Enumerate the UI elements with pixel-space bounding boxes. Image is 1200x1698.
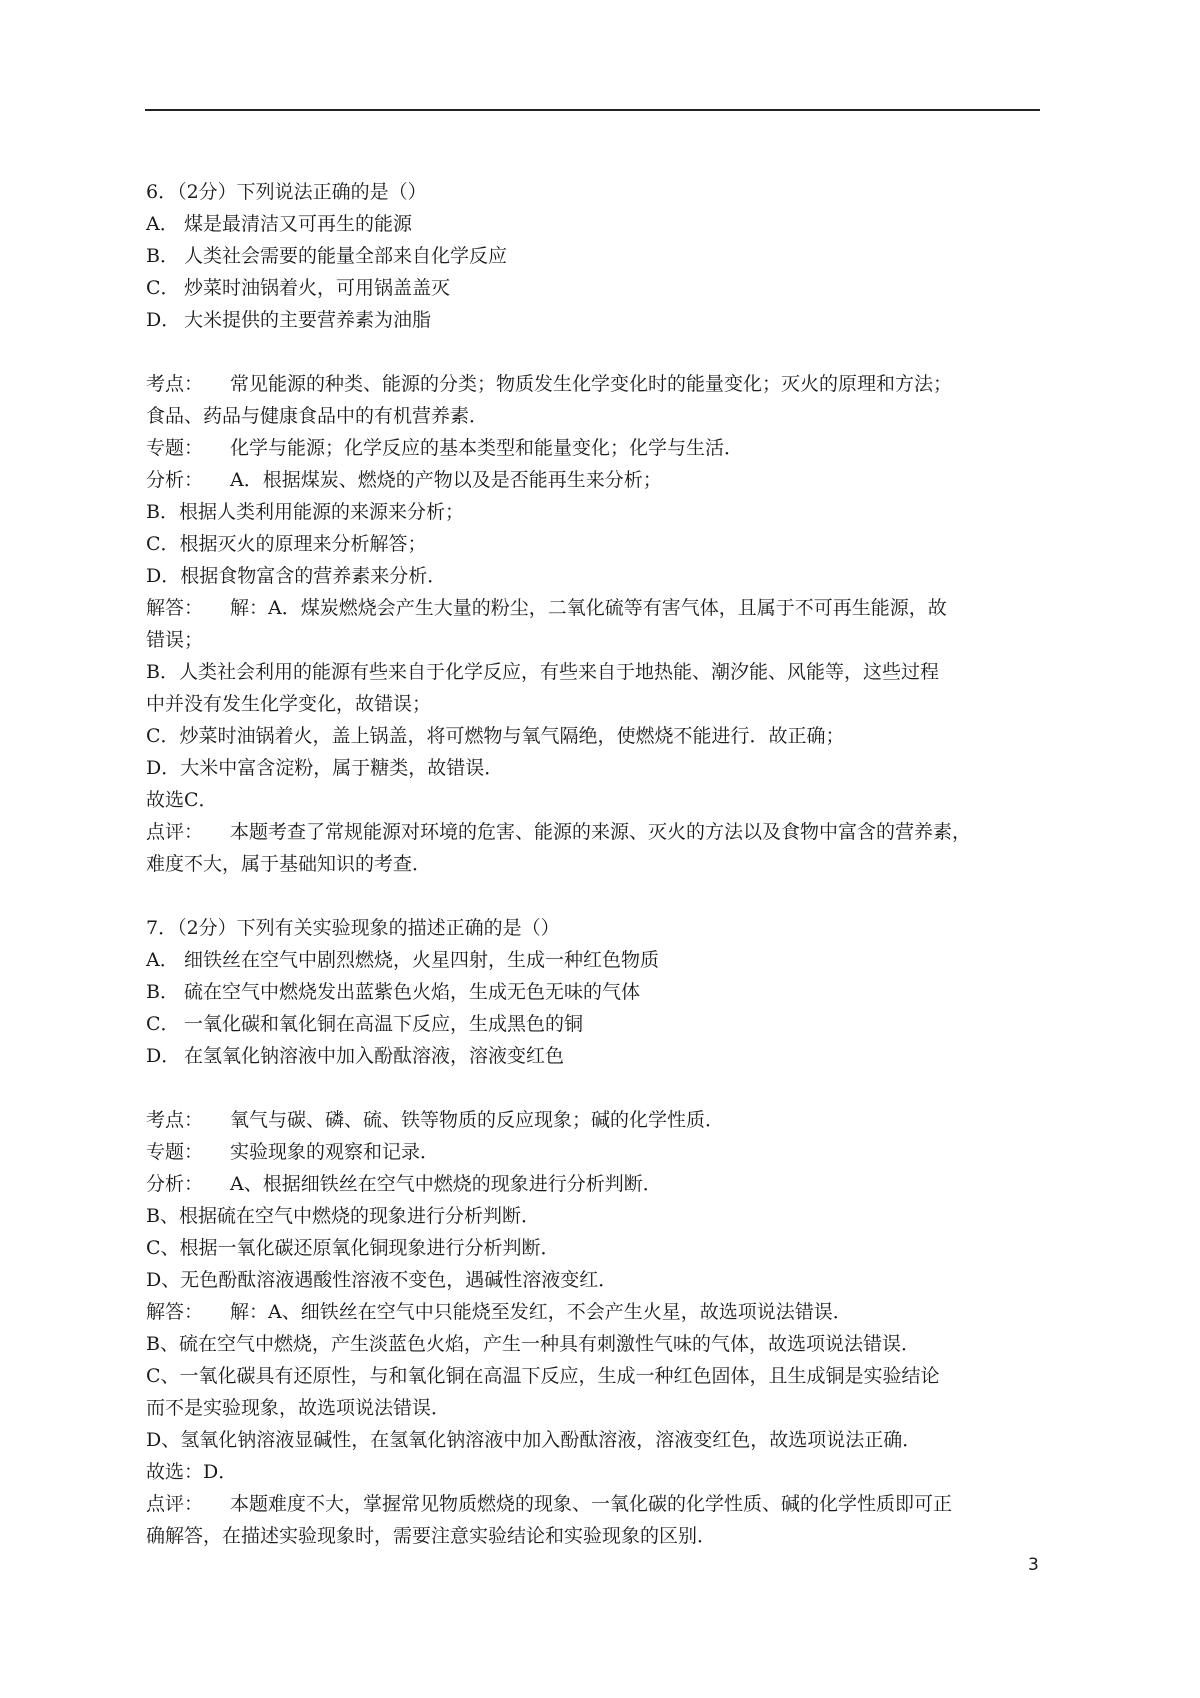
q7-jieda-line: B、硫在空气中燃烧，产生淡蓝色火焰，产生一种具有刺激性气味的气体，故选项说法错误． xyxy=(146,1333,920,1355)
option-text: 细铁丝在空气中剧烈燃烧，火星四射，生成一种红色物质 xyxy=(184,949,660,971)
q6-jieda-line: D．大米中富含淀粉，属于糖类，故错误． xyxy=(146,757,504,779)
q6-dianping-cont: 难度不大，属于基础知识的考查． xyxy=(146,853,432,875)
option-label: B． xyxy=(146,245,179,267)
page-number: 3 xyxy=(1028,1555,1039,1575)
q6-fenxi xyxy=(146,464,1046,496)
option-label: D． xyxy=(146,309,181,331)
q7-dianping-cont: 确解答，在描述实验现象时，需要注意实验结论和实验现象的区别． xyxy=(146,1525,717,1547)
q7-jieda-line: 而不是实验现象，故选项说法错误． xyxy=(146,1397,451,1419)
zhuanti-label: 专题： xyxy=(146,437,204,459)
option-label: A． xyxy=(146,949,179,971)
kaodian-text: 常见能源的种类、能源的分类；物质发生化学变化时的能量变化；灭火的原理和方法； xyxy=(230,373,953,395)
zhuanti-text: 化学与能源；化学反应的基本类型和能量变化；化学与生活． xyxy=(230,437,744,459)
q6-fenxi-line: C．根据灭火的原理来分析解答； xyxy=(146,533,427,555)
q7-zhuanti xyxy=(146,1136,1046,1168)
option-label: C． xyxy=(146,1013,180,1035)
q7-jieda-line: D、氢氧化钠溶液显碱性，在氢氧化钠溶液中加入酚酞溶液，溶液变红色，故选项说法正确． xyxy=(146,1429,922,1451)
dianping-label: 点评： xyxy=(146,1493,204,1515)
fenxi-text: A、根据细铁丝在空气中燃烧的现象进行分析判断． xyxy=(230,1173,662,1195)
q7-fenxi-line: C、根据一氧化碳还原氧化铜现象进行分析判断． xyxy=(146,1237,560,1259)
dianping-text: 本题考查了常规能源对环境的危害、能源的来源、灭火的方法以及食物中富含的营养素， xyxy=(230,821,972,843)
option-text: 人类社会需要的能量全部来自化学反应 xyxy=(184,245,508,267)
q7-option-a xyxy=(146,944,1046,976)
option-text: 炒菜时油锅着火，可用锅盖盖灭 xyxy=(184,277,451,299)
q7-fenxi xyxy=(146,1168,1046,1200)
page-content xyxy=(146,176,1046,1552)
q7-jieda-line: 故选：D． xyxy=(146,1461,238,1483)
option-label: B． xyxy=(146,981,179,1003)
q6-fenxi-line: D．根据食物富含的营养素来分析． xyxy=(146,565,447,587)
option-text: 在氢氧化钠溶液中加入酚酞溶液，溶液变红色 xyxy=(184,1045,565,1067)
q6-option-b xyxy=(146,240,1046,272)
option-text: 煤是最清洁又可再生的能源 xyxy=(184,213,413,235)
zhuanti-text: 实验现象的观察和记录． xyxy=(230,1141,440,1163)
q6-jieda-line: B．人类社会利用的能源有些来自于化学反应，有些来自于地热能、潮汐能、风能等，这些过程 xyxy=(146,661,939,683)
q6-fenxi-line: B．根据人类利用能源的来源来分析； xyxy=(146,501,464,523)
q7-option-b xyxy=(146,976,1046,1008)
q6-jieda-line: 故选C． xyxy=(146,789,218,811)
jieda-label: 解答： xyxy=(146,1301,204,1323)
q7-stem: 7．（2分）下列有关实验现象的描述正确的是（） xyxy=(146,917,560,939)
q7-fenxi-line: B、根据硫在空气中燃烧的现象进行分析判断． xyxy=(146,1205,540,1227)
option-label: C． xyxy=(146,277,180,299)
q6-kaodian xyxy=(146,368,1046,400)
q6-option-d xyxy=(146,304,1046,336)
q6-jieda-line: 中并没有发生化学变化，故错误； xyxy=(146,693,432,715)
q7-option-c xyxy=(146,1008,1046,1040)
kaodian-label: 考点： xyxy=(146,373,204,395)
kaodian-label: 考点： xyxy=(146,1109,204,1131)
jieda-text: 解：A、细铁丝在空气中只能烧至发红，不会产生火星，故选项说法错误． xyxy=(230,1301,852,1323)
option-text: 大米提供的主要营养素为油脂 xyxy=(184,309,432,331)
q6-option-a xyxy=(146,208,1046,240)
q6-stem: 6．（2分）下列说法正确的是（） xyxy=(146,181,427,203)
q7-jieda-line: C、一氧化碳具有还原性，与和氧化铜在高温下反应，生成一种红色固体，且生成铜是实验结论 xyxy=(146,1365,940,1387)
dianping-label: 点评： xyxy=(146,821,204,843)
q6-jieda xyxy=(146,592,1046,624)
q7-jieda xyxy=(146,1296,1046,1328)
q7-kaodian xyxy=(146,1104,1046,1136)
jieda-label: 解答： xyxy=(146,597,204,619)
fenxi-text: A．根据煤炭、燃烧的产物以及是否能再生来分析； xyxy=(230,469,662,491)
q7-dianping xyxy=(146,1488,1046,1520)
q6-dianping xyxy=(146,816,1046,848)
fenxi-label: 分析： xyxy=(146,1173,204,1195)
q6-zhuanti xyxy=(146,432,1046,464)
dianping-text: 本题难度不大，掌握常见物质燃烧的现象、一氧化碳的化学性质、碱的化学性质即可正 xyxy=(230,1493,953,1515)
kaodian-text: 氧气与碳、磷、硫、铁等物质的反应现象；碱的化学性质． xyxy=(230,1109,725,1131)
q7-option-d xyxy=(146,1040,1046,1072)
q6-kaodian-cont: 食品、药品与健康食品中的有机营养素． xyxy=(146,405,489,427)
fenxi-label: 分析： xyxy=(146,469,204,491)
option-text: 一氧化碳和氧化铜在高温下反应，生成黑色的铜 xyxy=(184,1013,584,1035)
q7-fenxi-line: D、无色酚酞溶液遇酸性溶液不变色，遇碱性溶液变红． xyxy=(146,1269,618,1291)
jieda-text: 解：A．煤炭燃烧会产生大量的粉尘，二氧化硫等有害气体，且属于不可再生能源，故 xyxy=(230,597,947,619)
option-label: D． xyxy=(146,1045,181,1067)
header-rule xyxy=(145,109,1040,111)
q6-jieda-line: 错误； xyxy=(146,629,204,651)
option-label: A． xyxy=(146,213,179,235)
zhuanti-label: 专题： xyxy=(146,1141,204,1163)
option-text: 硫在空气中燃烧发出蓝紫色火焰，生成无色无味的气体 xyxy=(184,981,641,1003)
q6-option-c xyxy=(146,272,1046,304)
q6-jieda-line: C．炒菜时油锅着火，盖上锅盖，将可燃物与氧气隔绝，使燃烧不能进行．故正确； xyxy=(146,725,845,747)
